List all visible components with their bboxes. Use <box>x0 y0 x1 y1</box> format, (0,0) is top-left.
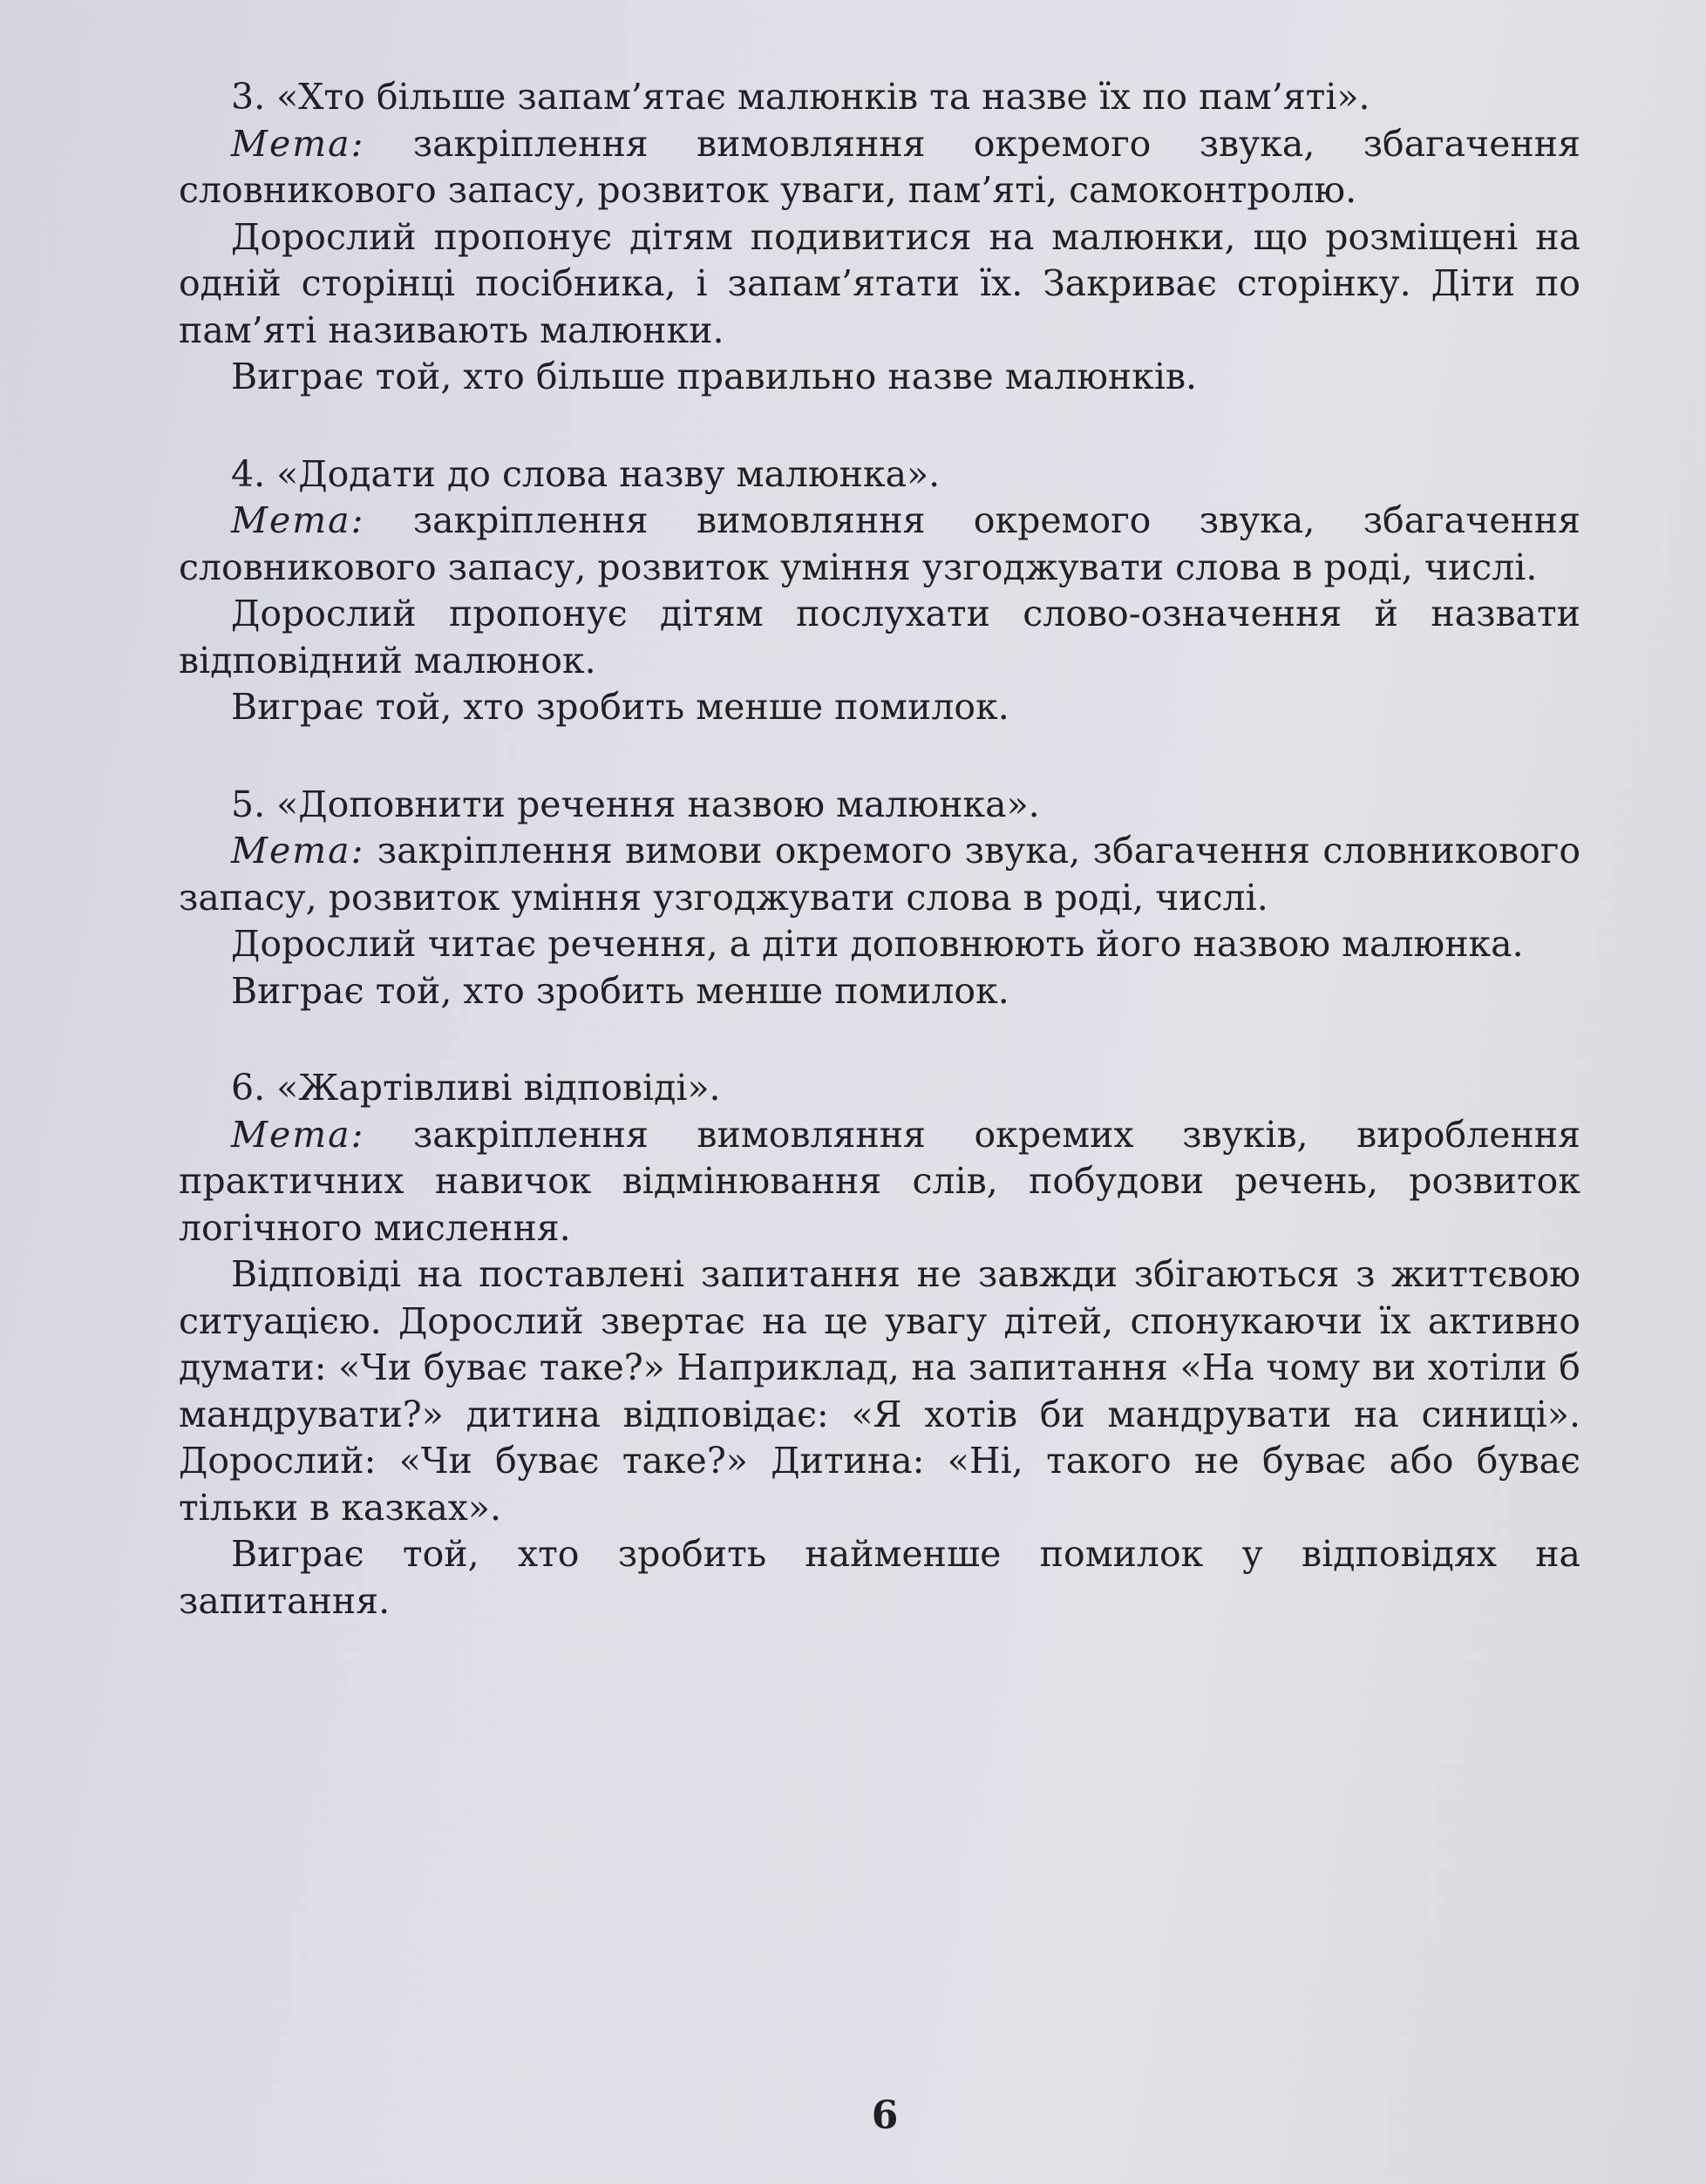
goal-text: закріплення вимовляння окремого звука, збагачення словникового запасу, розвиток уваги, пам’яті, самоконтролю. <box>179 122 1580 211</box>
goal-text: закріплення вимовляння окремого звука, збагачення словникового запасу, розвиток уміння узгоджувати слова в роді, числі. <box>179 499 1580 588</box>
goal-label: Мета: <box>231 1113 365 1156</box>
section-title: 3. «Хто більше запам’ятає малюнків та назве їх по пам’яті». <box>231 76 1370 118</box>
goal-paragraph <box>179 1112 1580 1252</box>
game-section-6 <box>179 1065 1580 1624</box>
goal-text: закріплення вимови окремого звука, збагачення словникового запасу, розвиток уміння узгоджувати слова в роді, числі. <box>179 830 1580 919</box>
winner-paragraph: Виграє той, хто більше правильно назве малюнків. <box>231 356 1198 397</box>
goal-label: Мета: <box>231 830 365 872</box>
page-content <box>179 74 1580 1675</box>
body-paragraph: Дорослий пропонує дітям послухати слово-означення й назвати відповідний малюнок. <box>179 593 1580 682</box>
body-paragraph: Дорослий пропонує дітям подивитися на малюнки, що розміщені на одній сторінці посібника, і запам’ятати їх. Закриває сторінку. Діти по пам’яті називають малюнки. <box>179 215 1580 351</box>
body-paragraph: Відповіді на поставлені запитання не завжди збігаються з життєвою ситуацією. Дорослий звертає на це увагу дітей, спонукаючи їх активно думати: «Чи буває таке?» Наприклад, на запитання «На чому ви хотіли б мандрувати?» дитина відповідає: «Я хотів би мандрувати на синиці». Дорослий: «Чи буває таке?» Дитина: «Ні, такого не буває або буває тільки в казках». <box>179 1253 1580 1529</box>
winner-paragraph: Виграє той, хто зробить менше помилок. <box>231 686 1009 728</box>
body-paragraph: Дорослий читає речення, а діти доповнюють його назвою малюнка. <box>231 923 1524 965</box>
goal-paragraph <box>179 498 1580 591</box>
goal-label: Мета: <box>231 122 365 165</box>
game-section-5 <box>179 782 1580 1015</box>
goal-paragraph <box>179 121 1580 214</box>
section-title: 6. «Жартівливі відповіді». <box>231 1067 721 1109</box>
goal-paragraph <box>179 828 1580 921</box>
winner-paragraph: Виграє той, хто зробить найменше помилок у відповідях на запитання. <box>179 1533 1580 1622</box>
goal-text: закріплення вимовляння окремих звуків, вироблення практичних навичок відмінювання слів, побудови речень, розвиток логічного мислення. <box>179 1113 1580 1249</box>
game-section-4 <box>179 451 1580 731</box>
page-number: 6 <box>871 2093 899 2138</box>
goal-label: Мета: <box>231 499 365 541</box>
winner-paragraph: Виграє той, хто зробить менше помилок. <box>231 969 1009 1012</box>
game-section-3 <box>179 74 1580 401</box>
section-title: 5. «Доповнити речення назвою малюнка». <box>231 783 1040 825</box>
section-title: 4. «Додати до слова назву малюнка». <box>231 452 941 495</box>
